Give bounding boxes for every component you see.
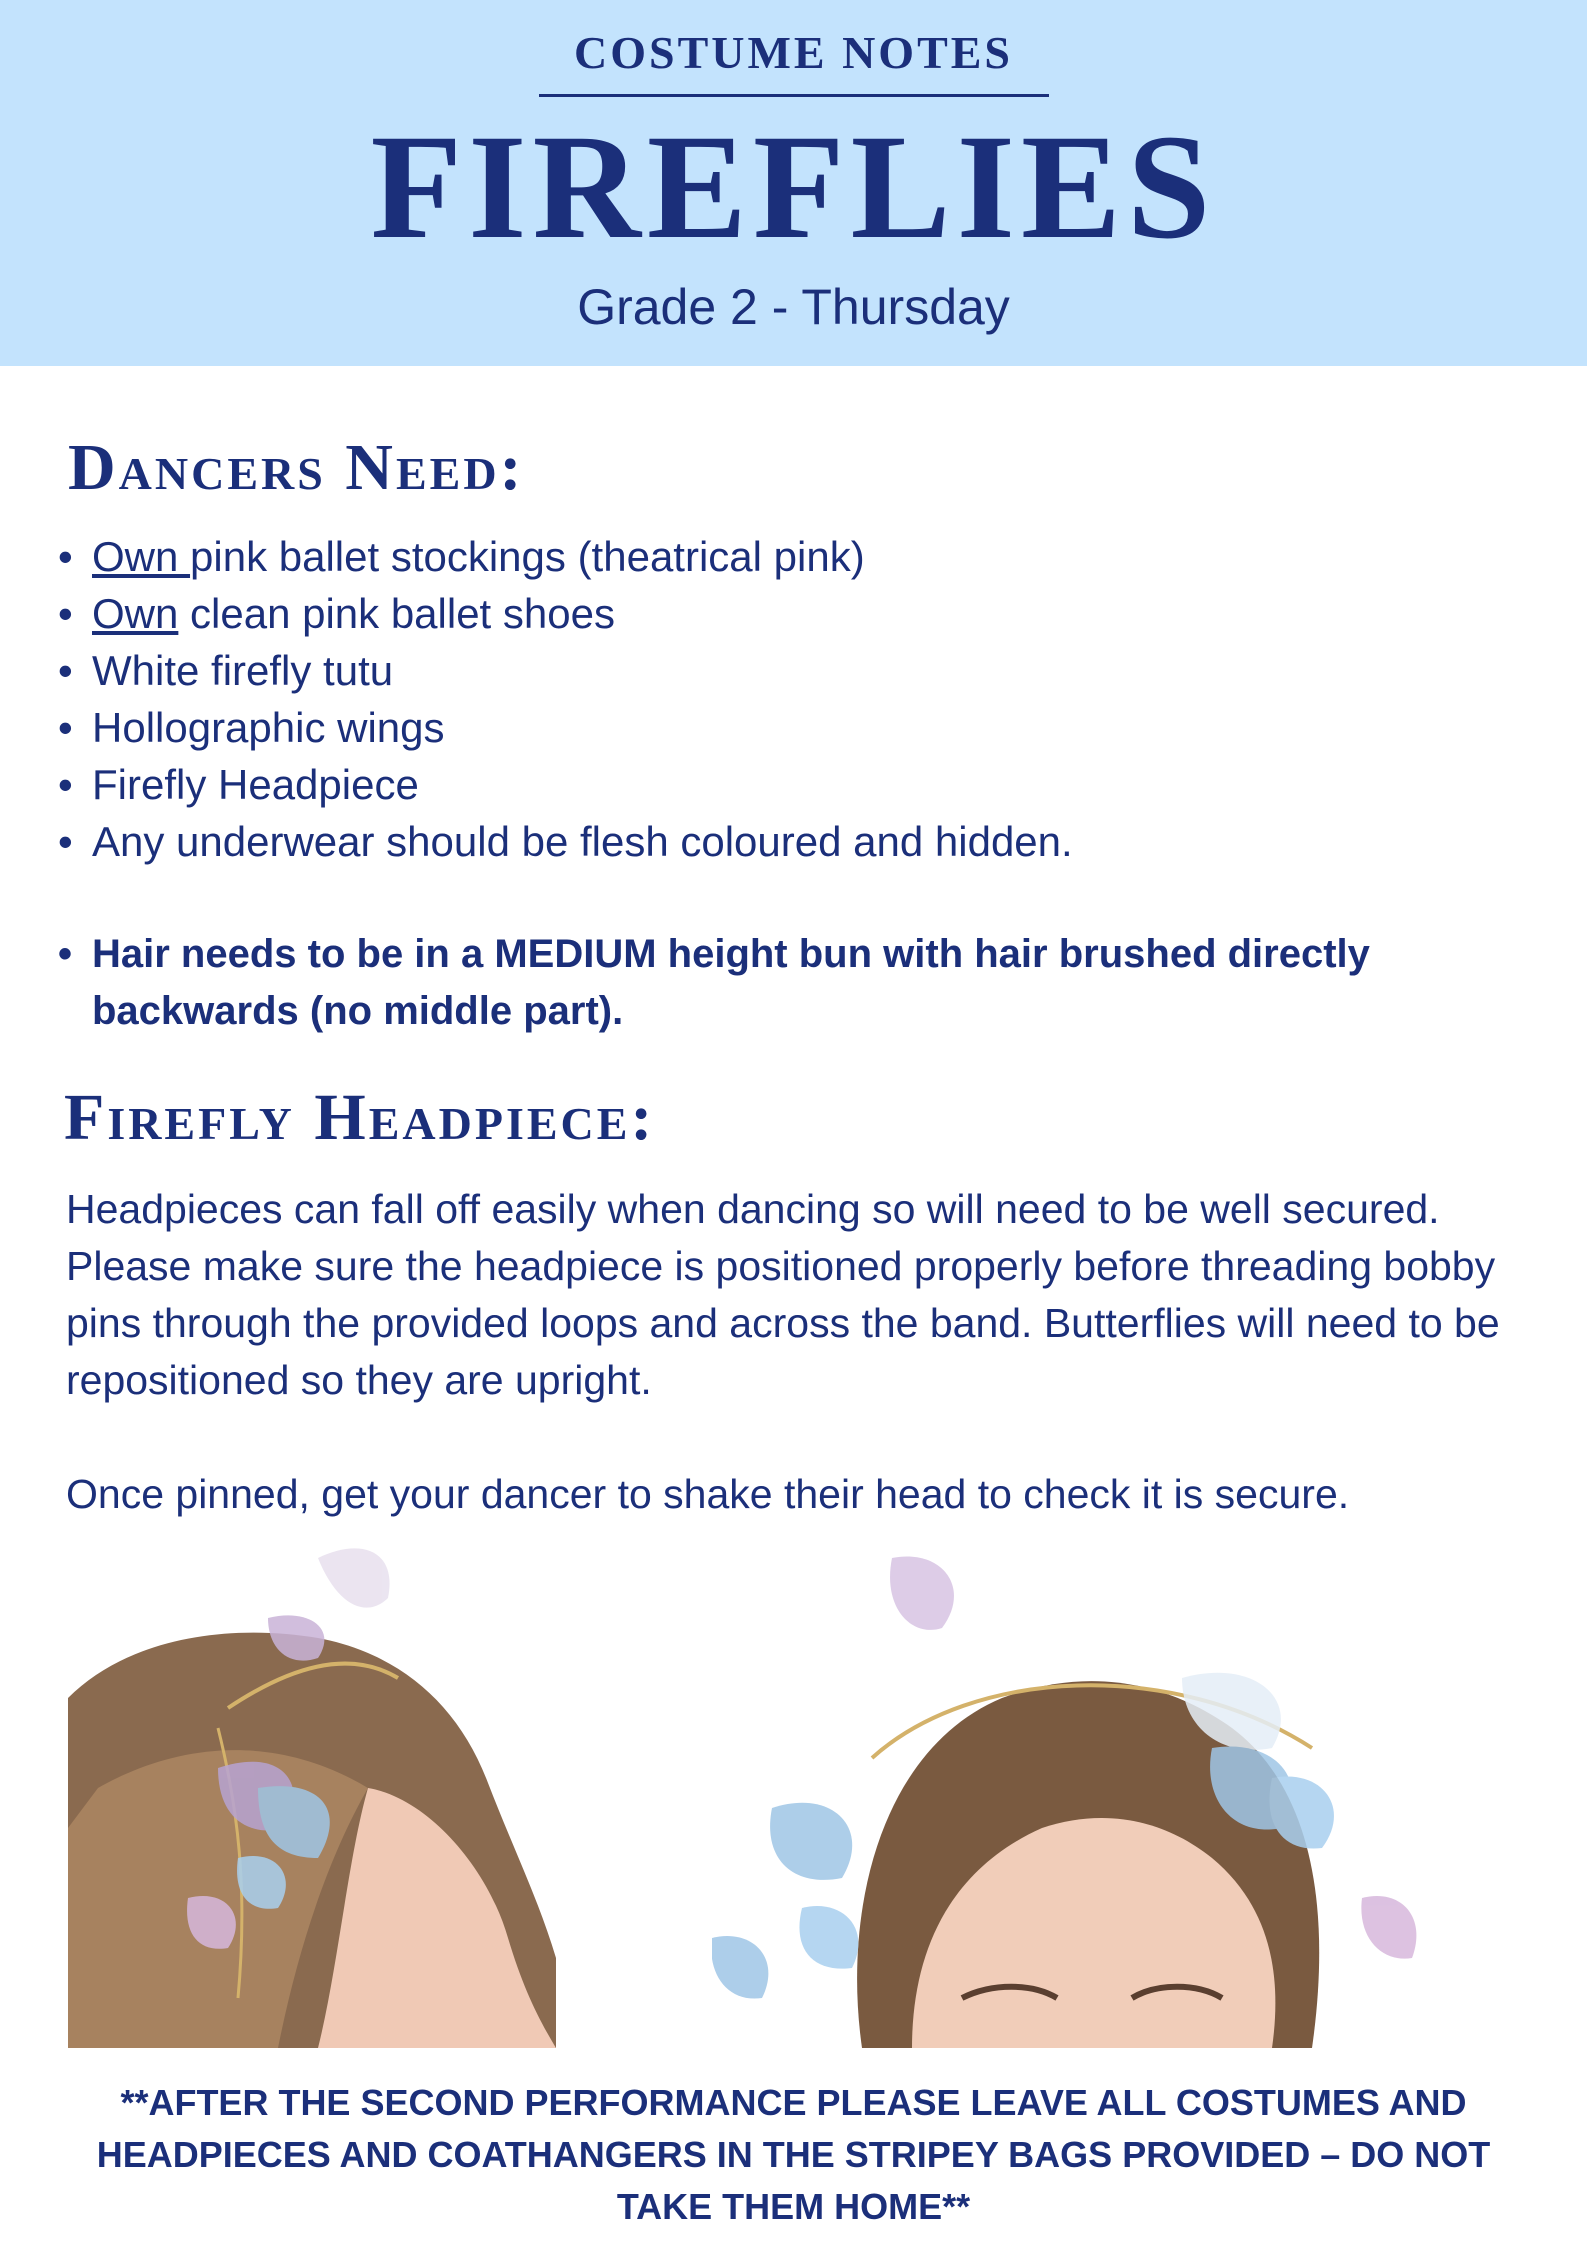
headpiece-side-photo [68, 1528, 556, 2048]
item-text: pink ballet stockings (theatrical pink) [190, 533, 865, 580]
dancers-need-heading: Dancers Need: [68, 431, 525, 504]
page-title: FIREFLIES [370, 104, 1217, 270]
item-text: Firefly Headpiece [92, 761, 419, 808]
kicker-underline [539, 94, 1049, 97]
item-text: clean pink ballet shoes [178, 590, 615, 637]
list-item [58, 756, 1558, 813]
page-subtitle: Grade 2 - Thursday [577, 279, 1010, 335]
underlined-word: Own [92, 533, 191, 580]
hair-note: • Hair needs to be in a MEDIUM height bun with hair brushed directly backwards (no middle part). [58, 926, 1528, 1040]
underlined-word: Own [92, 590, 179, 637]
headpiece-check-note: Once pinned, get your dancer to shake their head to check it is secure. [66, 1471, 1350, 1517]
headpiece-heading: Firefly Headpiece: [64, 1081, 656, 1154]
list-item [58, 642, 1558, 699]
item-text: White firefly tutu [92, 647, 394, 694]
item-text: Hollographic wings [92, 704, 445, 751]
list-item [58, 813, 1558, 870]
return-costume-notice: **AFTER THE SECOND PERFORMANCE PLEASE LEAVE ALL COSTUMES AND HEADPIECES AND COATHANGERS IN THE STRIPEY BAGS PROVIDED – DO NOT TAKE THEM HOME** [96, 2082, 1491, 2227]
headpiece-instructions: Headpieces can fall off easily when dancing so will need to be well secured. Please make sure the headpiece is positioned properly before threading bobby pins through the provided loops and across the band. Butterflies will need to be repositioned so they are upright. [66, 1186, 1500, 1403]
list-item [58, 528, 1558, 585]
list-item [58, 585, 1558, 642]
dancers-need-list [58, 528, 1558, 870]
list-item [58, 699, 1558, 756]
headpiece-front-photo [712, 1528, 1438, 2048]
kicker-text: COSTUME NOTES [573, 27, 1014, 78]
item-text: Any underwear should be flesh coloured and hidden. [92, 818, 1073, 865]
hair-note-list [58, 926, 1528, 1040]
header-banner [0, 0, 1587, 366]
